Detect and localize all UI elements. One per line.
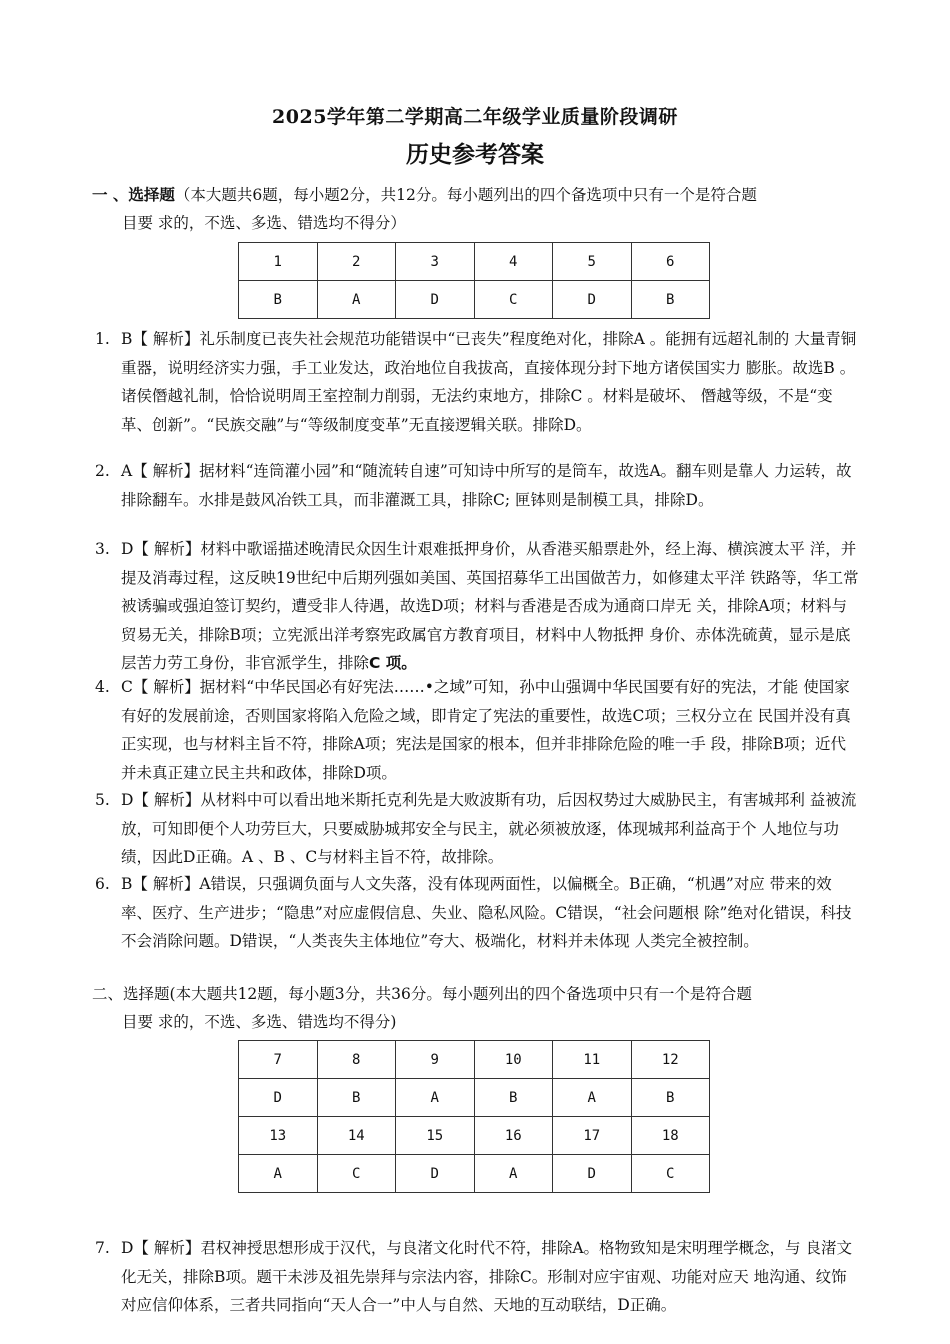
explanation-item-4 — [95, 673, 860, 787]
question-number-cell: 1 — [239, 243, 318, 281]
answer-cell: C — [631, 1155, 710, 1193]
item-text: D【 解析】君权神授思想形成于汉代，与良渚文化时代不符，排除A。格物致知是宋明理学概念，与 良渚文化无关，排除B项。题干未涉及祖先崇拜与宗法内容，排除C。形制对应宇宙观、功能对应天 地沟通、纹饰对应信仰体系，三者共同指向“天人合一”中人与自然、天地的互动联结，D正确。 — [121, 1239, 852, 1314]
section2-heading — [92, 980, 862, 1036]
item-number: 4. — [95, 678, 110, 696]
document-title: 2025学年第二学期高二年级学业质量阶段调研 — [272, 106, 678, 128]
question-number-cell: 5 — [553, 243, 632, 281]
question-number-cell: 9 — [396, 1041, 475, 1079]
answer-cell: C — [474, 281, 553, 319]
section2-desc-line1: (本大题共12题，每小题3分，共36分。每小题列出的四个备选项中只有一个是符合题 — [169, 985, 752, 1003]
question-number-cell: 10 — [474, 1041, 553, 1079]
answer-cell: B — [631, 1079, 710, 1117]
explanation-item-7 — [95, 1234, 860, 1320]
section2-label: 二、选择题 — [92, 985, 170, 1003]
question-number-cell: 13 — [239, 1117, 318, 1155]
answer-cell: D — [239, 1079, 318, 1117]
answer-cell: B — [239, 281, 318, 319]
answer-cell: A — [396, 1079, 475, 1117]
question-number-cell: 17 — [553, 1117, 632, 1155]
question-number-cell: 4 — [474, 243, 553, 281]
question-number-cell: 7 — [239, 1041, 318, 1079]
answer-cell: D — [396, 1155, 475, 1193]
item-text: B【 解析】A错误，只强调负面与人文失落，没有体现两面性，以偏概全。B正确，“机遇”对应 带来的效率、医疗、生产进步；“隐患”对应虚假信息、失业、隐私风险。C错误，“社会问题根 除”绝对化错误，科技不会消除问题。D错误，“人类丧失主体地位”夸大、极端化，材料并未体现 人类完全被控制。 — [121, 875, 852, 950]
item-text: B【 解析】礼乐制度已丧失社会规范功能错误中“已丧失”程度绝对化，排除A 。能拥有远超礼制的 大量青铜重器，说明经济实力强，手工业发达，政治地位自我拔高，直接体现分封下地方诸侯国实力 膨胀。故选B 。诸侯僭越礼制，恰恰说明周王室控制力削弱，无法约束地方，排除C 。材料是破坏、 僭越等级，不是“变革、创新”。“民族交融”与“等级制度变革”无直接逻辑关联。排除D。 — [121, 330, 857, 434]
section2-answer-table — [238, 1040, 710, 1193]
table-row — [239, 243, 710, 281]
item-text: D【 解析】材料中歌谣描述晚清民众因生计艰难抵押身价，从香港买船票赴外，经上海、横滨渡太平 洋，并提及消毒过程，这反映19世纪中后期列强如美国、英国招募华工出国做苦力，如修建太平洋 铁路等，华工常被诱骗或强迫签订契约，遭受非人待遇，故选D项；材料与香港是否成为通商口岸无 关，排除A项；材料与贸易无关，排除B项；立宪派出洋考察宪政属官方教育项目，材料中人物抵押 身价、赤体洗硫黄，显示是底层苦力劳工身份，非官派学生，排除 — [121, 540, 859, 672]
question-number-cell: 8 — [317, 1041, 396, 1079]
item-number: 1. — [95, 330, 110, 348]
answer-cell: A — [239, 1155, 318, 1193]
explanation-item-1 — [95, 325, 860, 439]
explanation-item-3 — [95, 535, 860, 678]
table-row — [239, 1117, 710, 1155]
answer-cell: D — [396, 281, 475, 319]
answer-cell: B — [474, 1079, 553, 1117]
question-number-cell: 6 — [631, 243, 710, 281]
item-text: C【 解析】据材料“中华民国必有好宪法……•之域”可知，孙中山强调中华民国要有好的宪法，才能 使国家有好的发展前途，否则国家将陷入危险之域，即肯定了宪法的重要性，故选C项；三权分立在 民国并没有真正实现，也与材料主旨不符，排除A项；宪法是国家的根本，但并非排除危险的唯一手 段，排除B项；近代并未真正建立民主共和政体，排除D项。 — [121, 678, 851, 782]
item-text: A【 解析】据材料“连筒灌小园”和“随流转自速”可知诗中所写的是筒车，故选A。翻车则是靠人 力运转，故排除翻车。水排是鼓风冶铁工具，而非灌溉工具，排除C; 匣钵则是制模工具，排除D。 — [121, 462, 852, 509]
answer-cell: A — [553, 1079, 632, 1117]
answer-cell: B — [631, 281, 710, 319]
section1-desc-line1: （本大题共6题，每小题2分，共12分。每小题列出的四个备选项中只有一个是符合题 — [174, 186, 757, 204]
answer-cell: A — [474, 1155, 553, 1193]
item-text-tail: C 项。 — [369, 654, 417, 672]
question-number-cell: 12 — [631, 1041, 710, 1079]
table-row — [239, 1155, 710, 1193]
document-subtitle: 历史参考答案 — [406, 141, 544, 168]
answer-cell: D — [553, 1155, 632, 1193]
question-number-cell: 15 — [396, 1117, 475, 1155]
section2-desc-line2: 目要 求的，不选、多选、错选均不得分) — [122, 1013, 397, 1031]
question-number-cell: 11 — [553, 1041, 632, 1079]
question-number-cell: 18 — [631, 1117, 710, 1155]
item-number: 2. — [95, 462, 110, 480]
answer-cell: D — [553, 281, 632, 319]
table-row — [239, 1041, 710, 1079]
question-number-cell: 14 — [317, 1117, 396, 1155]
question-number-cell: 3 — [396, 243, 475, 281]
question-number-cell: 16 — [474, 1117, 553, 1155]
answer-cell: B — [317, 1079, 396, 1117]
table-row — [239, 1079, 710, 1117]
answer-cell: C — [317, 1155, 396, 1193]
explanation-item-2 — [95, 457, 860, 514]
section1-label: 一 、选择题 — [92, 185, 175, 204]
answer-cell: A — [317, 281, 396, 319]
section1-desc-line2: 目要 求的，不选、多选、错选均不得分） — [122, 214, 406, 232]
section1-answer-table — [238, 242, 710, 319]
item-text: D【 解析】从材料中可以看出地米斯托克利先是大败波斯有功，后因权势过大威胁民主，有害城邦利 益被流放，可知即便个人功劳巨大，只要威胁城邦安全与民主，就必须被放逐，体现城邦利益高于个 人地位与功绩，因此D正确。A 、B 、C与材料主旨不符，故排除。 — [121, 791, 857, 866]
item-number: 6. — [95, 875, 110, 893]
explanation-item-6 — [95, 870, 860, 956]
item-number: 7. — [95, 1239, 110, 1257]
item-number: 5. — [95, 791, 110, 809]
question-number-cell: 2 — [317, 243, 396, 281]
explanation-item-5 — [95, 786, 860, 872]
item-number: 3. — [95, 540, 110, 558]
table-row — [239, 281, 710, 319]
section1-heading — [92, 181, 862, 237]
